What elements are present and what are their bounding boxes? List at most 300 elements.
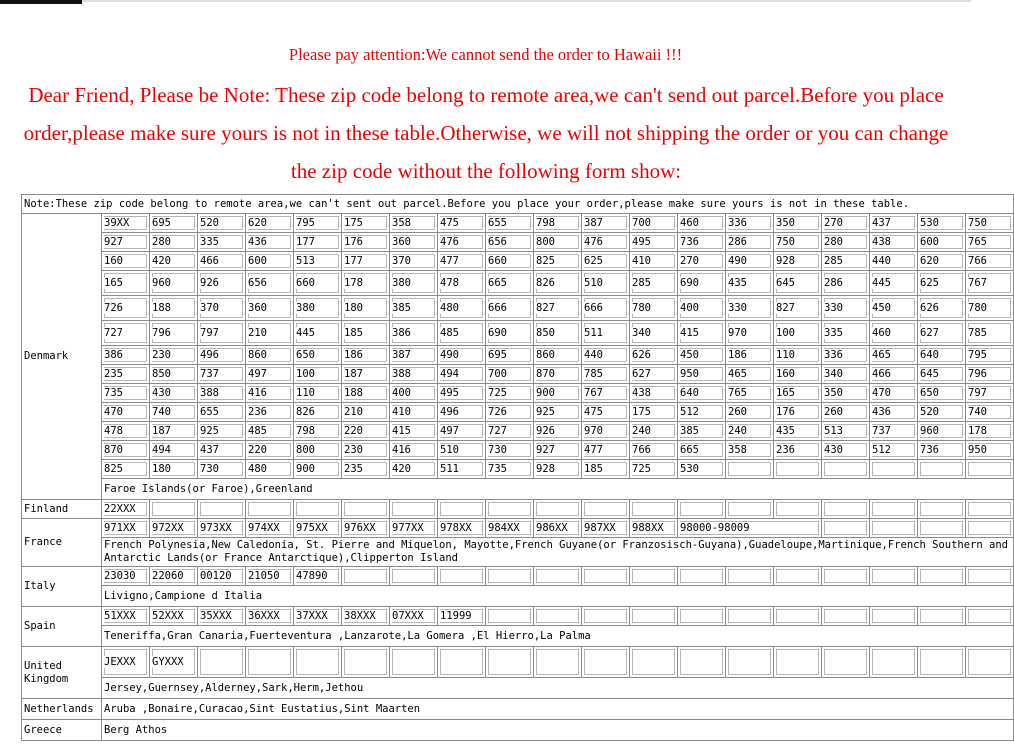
zip-code-cell: 430 bbox=[822, 441, 870, 460]
zip-code-cell bbox=[870, 500, 918, 519]
region-list: Faroe Islands(or Faroe),Greenland bbox=[102, 479, 1014, 500]
zip-code-cell: 465 bbox=[726, 365, 774, 384]
zip-code-cell bbox=[390, 567, 438, 586]
zip-code-cell: 22XXX bbox=[102, 500, 150, 519]
zip-code-cell: 620 bbox=[246, 214, 294, 233]
zip-code-cell: 176 bbox=[342, 233, 390, 252]
zip-code-cell: 370 bbox=[198, 296, 246, 321]
zip-code-cell: 335 bbox=[822, 321, 870, 346]
zip-code-cell: 785 bbox=[582, 365, 630, 384]
zip-code-cell: 767 bbox=[966, 271, 1014, 296]
table-row bbox=[22, 567, 1014, 586]
zip-code-cell: 358 bbox=[726, 441, 774, 460]
zip-code-cell: 358 bbox=[390, 214, 438, 233]
zip-code-cell: 437 bbox=[870, 214, 918, 233]
zip-code-cell bbox=[630, 647, 678, 678]
remote-area-notice: Dear Friend, Please be Note: These zip code belong to remote area,we can't send out parcel.Before you place order,please make sure yours is not in these table.Otherwise, we will not shipping the order or you can change the zip code without the following form show: bbox=[23, 83, 949, 183]
zip-code-cell: 470 bbox=[870, 384, 918, 403]
zip-code-cell: 725 bbox=[486, 384, 534, 403]
zip-code-cell: 485 bbox=[246, 422, 294, 441]
zip-code-cell bbox=[966, 607, 1014, 626]
zip-code-cell bbox=[390, 500, 438, 519]
zip-code-cell: 796 bbox=[150, 321, 198, 346]
zip-code-cell: 665 bbox=[678, 441, 726, 460]
zip-code-cell: 640 bbox=[918, 346, 966, 365]
zip-code-cell: 725 bbox=[630, 460, 678, 479]
zip-code-cell: 796 bbox=[966, 365, 1014, 384]
zip-code-cell: 450 bbox=[870, 296, 918, 321]
zip-code-cell: 900 bbox=[534, 384, 582, 403]
zip-code-cell: 350 bbox=[822, 384, 870, 403]
zip-code-cell: 736 bbox=[918, 441, 966, 460]
table-row bbox=[22, 626, 1014, 647]
zip-code-cell: 176 bbox=[774, 403, 822, 422]
zip-code-cell: 187 bbox=[150, 422, 198, 441]
zip-code-cell bbox=[630, 607, 678, 626]
region-list: Jersey,Guernsey,Alderney,Sark,Herm,Jethou bbox=[102, 678, 1014, 699]
zip-code-cell: 795 bbox=[294, 214, 342, 233]
zip-code-cell: 187 bbox=[342, 365, 390, 384]
table-row bbox=[22, 403, 1014, 422]
zip-code-cell bbox=[726, 460, 774, 479]
zip-code-cell: 188 bbox=[150, 296, 198, 321]
zip-code-cell: 860 bbox=[534, 346, 582, 365]
table-row bbox=[22, 233, 1014, 252]
zip-code-cell: 825 bbox=[534, 252, 582, 271]
zip-code-cell: 177 bbox=[342, 252, 390, 271]
remote-zip-table bbox=[21, 194, 1014, 741]
zip-code-cell: 730 bbox=[486, 441, 534, 460]
zip-code-cell bbox=[486, 567, 534, 586]
zip-code-cell bbox=[918, 607, 966, 626]
zip-code-cell: 437 bbox=[198, 441, 246, 460]
zip-code-cell: 490 bbox=[726, 252, 774, 271]
zip-code-cell: 494 bbox=[438, 365, 486, 384]
zip-code-cell: 495 bbox=[630, 233, 678, 252]
zip-code-cell: 51XXX bbox=[102, 607, 150, 626]
zip-code-cell: 330 bbox=[726, 296, 774, 321]
zip-code-cell bbox=[294, 647, 342, 678]
zip-code-cell: 386 bbox=[102, 346, 150, 365]
zip-code-cell: 280 bbox=[150, 233, 198, 252]
zip-code-cell: 480 bbox=[246, 460, 294, 479]
zip-code-cell: 385 bbox=[390, 296, 438, 321]
zip-code-cell bbox=[822, 647, 870, 678]
zip-code-cell: 971XX bbox=[102, 519, 150, 538]
table-note: Note:These zip code belong to remote area,we can't sent out parcel.Before you place your order,please make sure yours is not in these table. bbox=[22, 195, 1014, 214]
table-row bbox=[22, 422, 1014, 441]
zip-code-cell: 466 bbox=[198, 252, 246, 271]
zip-code-cell: 37XXX bbox=[294, 607, 342, 626]
table-row bbox=[22, 647, 1014, 678]
zip-code-cell: 972XX bbox=[150, 519, 198, 538]
zip-code-cell: 00120 bbox=[198, 567, 246, 586]
zip-code-cell bbox=[486, 500, 534, 519]
zip-code-cell: 650 bbox=[918, 384, 966, 403]
zip-code-cell: 416 bbox=[390, 441, 438, 460]
zip-code-cell: 800 bbox=[534, 233, 582, 252]
top-divider bbox=[82, 0, 971, 2]
zip-code-cell bbox=[630, 567, 678, 586]
country-name: Netherlands bbox=[22, 699, 102, 720]
zip-code-cell: 740 bbox=[966, 403, 1014, 422]
zip-code-cell: 496 bbox=[198, 346, 246, 365]
zip-code-cell: 435 bbox=[774, 422, 822, 441]
zip-code-cell bbox=[534, 500, 582, 519]
zip-code-cell: 727 bbox=[486, 422, 534, 441]
zip-code-cell: 780 bbox=[630, 296, 678, 321]
zip-code-cell: 730 bbox=[198, 460, 246, 479]
zip-code-cell: 360 bbox=[390, 233, 438, 252]
zip-code-cell: 736 bbox=[678, 233, 726, 252]
zip-code-cell: 860 bbox=[246, 346, 294, 365]
zip-code-cell: 625 bbox=[918, 271, 966, 296]
zip-code-cell: 975XX bbox=[294, 519, 342, 538]
zip-code-cell: 400 bbox=[678, 296, 726, 321]
region-list: Aruba ,Bonaire,Curacao,Sint Eustatius,Sint Maarten bbox=[102, 699, 1014, 720]
zip-code-cell: 650 bbox=[294, 346, 342, 365]
zip-code-cell: 660 bbox=[486, 252, 534, 271]
zip-code-cell: 928 bbox=[534, 460, 582, 479]
zip-code-cell: 926 bbox=[198, 271, 246, 296]
country-name: Finland bbox=[22, 500, 102, 519]
hawaii-notice: Please pay attention:We cannot send the order to Hawaii !!! bbox=[288, 45, 683, 64]
zip-code-cell: 510 bbox=[438, 441, 486, 460]
zip-code-cell bbox=[726, 647, 774, 678]
zip-code-cell bbox=[774, 647, 822, 678]
zip-code-cell bbox=[918, 567, 966, 586]
zip-code-cell bbox=[294, 500, 342, 519]
zip-code-cell: 270 bbox=[822, 214, 870, 233]
zip-code-cell: 336 bbox=[726, 214, 774, 233]
zip-code-cell: 927 bbox=[102, 233, 150, 252]
zip-code-cell: 175 bbox=[342, 214, 390, 233]
zip-code-cell: 600 bbox=[918, 233, 966, 252]
zip-code-cell: 186 bbox=[342, 346, 390, 365]
zip-code-cell: 11999 bbox=[438, 607, 486, 626]
top-dark-bar bbox=[0, 0, 82, 4]
zip-code-cell: 478 bbox=[102, 422, 150, 441]
zip-code-cell bbox=[198, 500, 246, 519]
zip-code-cell: 977XX bbox=[390, 519, 438, 538]
zip-code-cell: 960 bbox=[150, 271, 198, 296]
zip-code-cell bbox=[342, 647, 390, 678]
zip-code-cell: 798 bbox=[294, 422, 342, 441]
zip-code-cell: 478 bbox=[438, 271, 486, 296]
zip-code-cell: 260 bbox=[726, 403, 774, 422]
table-row bbox=[22, 252, 1014, 271]
zip-code-cell: 477 bbox=[582, 441, 630, 460]
zip-code-cell: 445 bbox=[294, 321, 342, 346]
zip-code-cell: 735 bbox=[486, 460, 534, 479]
table-row bbox=[22, 365, 1014, 384]
zip-code-cell: 645 bbox=[918, 365, 966, 384]
zip-code-cell: 436 bbox=[870, 403, 918, 422]
zip-code-cell: 480 bbox=[438, 296, 486, 321]
table-row bbox=[22, 384, 1014, 403]
table-row bbox=[22, 720, 1014, 741]
zip-code-cell: 767 bbox=[582, 384, 630, 403]
zip-code-cell: 188 bbox=[342, 384, 390, 403]
zip-code-cell: 627 bbox=[918, 321, 966, 346]
zip-code-cell: 737 bbox=[198, 365, 246, 384]
zip-code-cell: 21050 bbox=[246, 567, 294, 586]
country-name: Denmark bbox=[22, 214, 102, 500]
zip-code-cell: 766 bbox=[630, 441, 678, 460]
zip-code-cell: 485 bbox=[438, 321, 486, 346]
zip-code-cell bbox=[822, 607, 870, 626]
zip-code-cell: 495 bbox=[438, 384, 486, 403]
table-row bbox=[22, 460, 1014, 479]
zip-code-cell: 511 bbox=[438, 460, 486, 479]
zip-code-cell: 178 bbox=[966, 422, 1014, 441]
zip-code-cell: 236 bbox=[774, 441, 822, 460]
zip-code-cell: 984XX bbox=[486, 519, 534, 538]
zip-code-cell: 827 bbox=[534, 296, 582, 321]
zip-code-cell: 185 bbox=[582, 460, 630, 479]
zip-code-cell: 236 bbox=[246, 403, 294, 422]
zip-code-cell: 740 bbox=[150, 403, 198, 422]
zip-code-cell bbox=[966, 519, 1014, 538]
zip-code-cell: 973XX bbox=[198, 519, 246, 538]
zip-code-cell: 825 bbox=[102, 460, 150, 479]
zip-code-cell: 388 bbox=[198, 384, 246, 403]
zip-code-cell: 23030 bbox=[102, 567, 150, 586]
zip-code-cell: 870 bbox=[102, 441, 150, 460]
zip-code-cell bbox=[966, 647, 1014, 678]
zip-code-cell bbox=[342, 567, 390, 586]
zip-code-cell: 826 bbox=[294, 403, 342, 422]
zip-code-cell bbox=[726, 607, 774, 626]
table-row bbox=[22, 699, 1014, 720]
zip-code-cell: 235 bbox=[342, 460, 390, 479]
zip-code-cell bbox=[630, 500, 678, 519]
zip-code-cell: 230 bbox=[150, 346, 198, 365]
zip-code-cell: 230 bbox=[342, 441, 390, 460]
zip-code-cell: 497 bbox=[246, 365, 294, 384]
country-name: France bbox=[22, 519, 102, 567]
zip-code-cell bbox=[678, 500, 726, 519]
zip-code-cell: 185 bbox=[342, 321, 390, 346]
zip-code-cell: 950 bbox=[966, 441, 1014, 460]
zip-code-cell bbox=[582, 567, 630, 586]
zip-code-cell: 476 bbox=[438, 233, 486, 252]
zip-code-cell: 360 bbox=[246, 296, 294, 321]
zip-code-cell: 280 bbox=[822, 233, 870, 252]
zip-code-cell: 220 bbox=[246, 441, 294, 460]
zip-code-cell: 765 bbox=[966, 233, 1014, 252]
zip-code-cell: 445 bbox=[870, 271, 918, 296]
zip-code-cell: 260 bbox=[822, 403, 870, 422]
zip-code-cell: 690 bbox=[486, 321, 534, 346]
zip-code-cell: 765 bbox=[726, 384, 774, 403]
zip-code-cell: 737 bbox=[870, 422, 918, 441]
zip-code-cell bbox=[582, 500, 630, 519]
zip-code-cell: 726 bbox=[102, 296, 150, 321]
zip-code-cell: 928 bbox=[774, 252, 822, 271]
zip-code-cell: 380 bbox=[294, 296, 342, 321]
zip-code-cell: 640 bbox=[678, 384, 726, 403]
zip-code-cell: 925 bbox=[198, 422, 246, 441]
zip-code-cell: 655 bbox=[198, 403, 246, 422]
zip-code-cell: 165 bbox=[774, 384, 822, 403]
zip-code-cell: 466 bbox=[870, 365, 918, 384]
zip-code-cell: 695 bbox=[486, 346, 534, 365]
zip-code-cell bbox=[774, 607, 822, 626]
zip-code-cell: 625 bbox=[582, 252, 630, 271]
zip-code-cell bbox=[582, 607, 630, 626]
zip-code-cell: 626 bbox=[918, 296, 966, 321]
country-name: Italy bbox=[22, 567, 102, 607]
zip-code-cell: 470 bbox=[102, 403, 150, 422]
zip-code-cell: 285 bbox=[822, 252, 870, 271]
zip-code-cell: 415 bbox=[390, 422, 438, 441]
table-row bbox=[22, 271, 1014, 296]
zip-code-cell: 988XX bbox=[630, 519, 678, 538]
table-row bbox=[22, 479, 1014, 500]
zip-code-cell bbox=[870, 460, 918, 479]
zip-code-cell: 780 bbox=[966, 296, 1014, 321]
zip-code-cell: JEXXX bbox=[102, 647, 150, 678]
zip-code-cell: 960 bbox=[918, 422, 966, 441]
zip-code-cell: 620 bbox=[918, 252, 966, 271]
zip-code-cell: 795 bbox=[966, 346, 1014, 365]
zip-code-cell: 626 bbox=[630, 346, 678, 365]
zip-code-cell: 750 bbox=[966, 214, 1014, 233]
zip-code-cell bbox=[726, 567, 774, 586]
zip-code-cell: 974XX bbox=[246, 519, 294, 538]
zip-code-cell: 180 bbox=[150, 460, 198, 479]
zip-code-cell: 387 bbox=[582, 214, 630, 233]
zip-code-cell: GYXXX bbox=[150, 647, 198, 678]
zip-code-cell: 450 bbox=[678, 346, 726, 365]
region-list: Teneriffa,Gran Canaria,Fuerteventura ,Lanzarote,La Gomera ,El Hierro,La Palma bbox=[102, 626, 1014, 647]
zip-code-cell: 645 bbox=[774, 271, 822, 296]
zip-code-cell: 850 bbox=[150, 365, 198, 384]
zip-code-cell bbox=[918, 519, 966, 538]
zip-code-cell bbox=[966, 460, 1014, 479]
zip-code-cell bbox=[918, 500, 966, 519]
zip-code-cell: 35XXX bbox=[198, 607, 246, 626]
zip-code-cell: 387 bbox=[390, 346, 438, 365]
zip-code-cell: 475 bbox=[582, 403, 630, 422]
zip-code-cell: 160 bbox=[774, 365, 822, 384]
zip-code-cell: 400 bbox=[390, 384, 438, 403]
zip-code-cell: 160 bbox=[102, 252, 150, 271]
zip-code-cell: 987XX bbox=[582, 519, 630, 538]
zip-code-cell: 477 bbox=[438, 252, 486, 271]
zip-code-cell: 436 bbox=[246, 233, 294, 252]
zip-code-cell: 850 bbox=[534, 321, 582, 346]
zip-code-cell: 950 bbox=[678, 365, 726, 384]
table-row bbox=[22, 214, 1014, 233]
region-list: Livigno,Campione d Italia bbox=[102, 586, 1014, 607]
zip-code-cell: 497 bbox=[438, 422, 486, 441]
zip-code-cell: 440 bbox=[870, 252, 918, 271]
zip-code-cell: 827 bbox=[774, 296, 822, 321]
zip-code-cell bbox=[870, 567, 918, 586]
zip-code-cell bbox=[678, 567, 726, 586]
zip-code-cell: 797 bbox=[966, 384, 1014, 403]
zip-code-cell: 180 bbox=[342, 296, 390, 321]
zip-code-cell: 178 bbox=[342, 271, 390, 296]
zip-code-cell: 926 bbox=[534, 422, 582, 441]
zip-code-cell: 530 bbox=[678, 460, 726, 479]
zip-code-cell bbox=[438, 500, 486, 519]
zip-code-cell: 380 bbox=[390, 271, 438, 296]
zip-code-cell bbox=[390, 647, 438, 678]
zip-code-cell: 335 bbox=[198, 233, 246, 252]
zip-code-cell: 513 bbox=[294, 252, 342, 271]
zip-code-cell bbox=[870, 519, 918, 538]
zip-code-cell: 210 bbox=[246, 321, 294, 346]
zip-code-cell: 52XXX bbox=[150, 607, 198, 626]
zip-code-cell bbox=[822, 567, 870, 586]
zip-code-cell bbox=[534, 647, 582, 678]
zip-code-cell: 38XXX bbox=[342, 607, 390, 626]
zip-code-cell: 370 bbox=[390, 252, 438, 271]
zip-code-cell bbox=[870, 647, 918, 678]
zip-code-cell: 186 bbox=[726, 346, 774, 365]
table-row bbox=[22, 321, 1014, 346]
zip-code-cell: 36XXX bbox=[246, 607, 294, 626]
zip-code-cell: 490 bbox=[438, 346, 486, 365]
zip-code-cell: 336 bbox=[822, 346, 870, 365]
zip-code-cell bbox=[534, 567, 582, 586]
zip-code-cell: 410 bbox=[390, 403, 438, 422]
zip-code-cell: 165 bbox=[102, 271, 150, 296]
zip-code-cell bbox=[822, 500, 870, 519]
zip-code-cell: 386 bbox=[390, 321, 438, 346]
zip-code-cell bbox=[822, 519, 870, 538]
zip-code-cell bbox=[534, 607, 582, 626]
zip-code-cell bbox=[438, 647, 486, 678]
zip-code-cell bbox=[486, 647, 534, 678]
zip-code-cell: 270 bbox=[678, 252, 726, 271]
zip-code-cell: 340 bbox=[822, 365, 870, 384]
zip-code-cell: 340 bbox=[630, 321, 678, 346]
zip-code-cell bbox=[150, 500, 198, 519]
zip-code-cell: 496 bbox=[438, 403, 486, 422]
table-row bbox=[22, 607, 1014, 626]
zip-code-cell bbox=[342, 500, 390, 519]
zip-code-cell: 440 bbox=[582, 346, 630, 365]
table-row bbox=[22, 519, 1014, 538]
zip-code-cell bbox=[870, 607, 918, 626]
zip-code-cell: 416 bbox=[246, 384, 294, 403]
zip-code-cell bbox=[438, 567, 486, 586]
zip-code-cell: 695 bbox=[150, 214, 198, 233]
zip-code-cell: 700 bbox=[630, 214, 678, 233]
zip-code-cell: 800 bbox=[294, 441, 342, 460]
zip-code-cell: 420 bbox=[390, 460, 438, 479]
zip-code-cell: 285 bbox=[630, 271, 678, 296]
zip-code-cell: 460 bbox=[870, 321, 918, 346]
zip-code-cell: 100 bbox=[294, 365, 342, 384]
table-row bbox=[22, 346, 1014, 365]
zip-code-cell: 350 bbox=[774, 214, 822, 233]
zip-code-cell: 510 bbox=[582, 271, 630, 296]
zip-code-cell bbox=[246, 500, 294, 519]
table-row bbox=[22, 678, 1014, 699]
zip-code-cell: 330 bbox=[822, 296, 870, 321]
zip-code-cell bbox=[774, 567, 822, 586]
zip-code-cell: 970 bbox=[582, 422, 630, 441]
zip-code-cell: 100 bbox=[774, 321, 822, 346]
country-name: United Kingdom bbox=[22, 647, 102, 699]
zip-code-cell: 666 bbox=[486, 296, 534, 321]
zip-code-cell: 512 bbox=[678, 403, 726, 422]
